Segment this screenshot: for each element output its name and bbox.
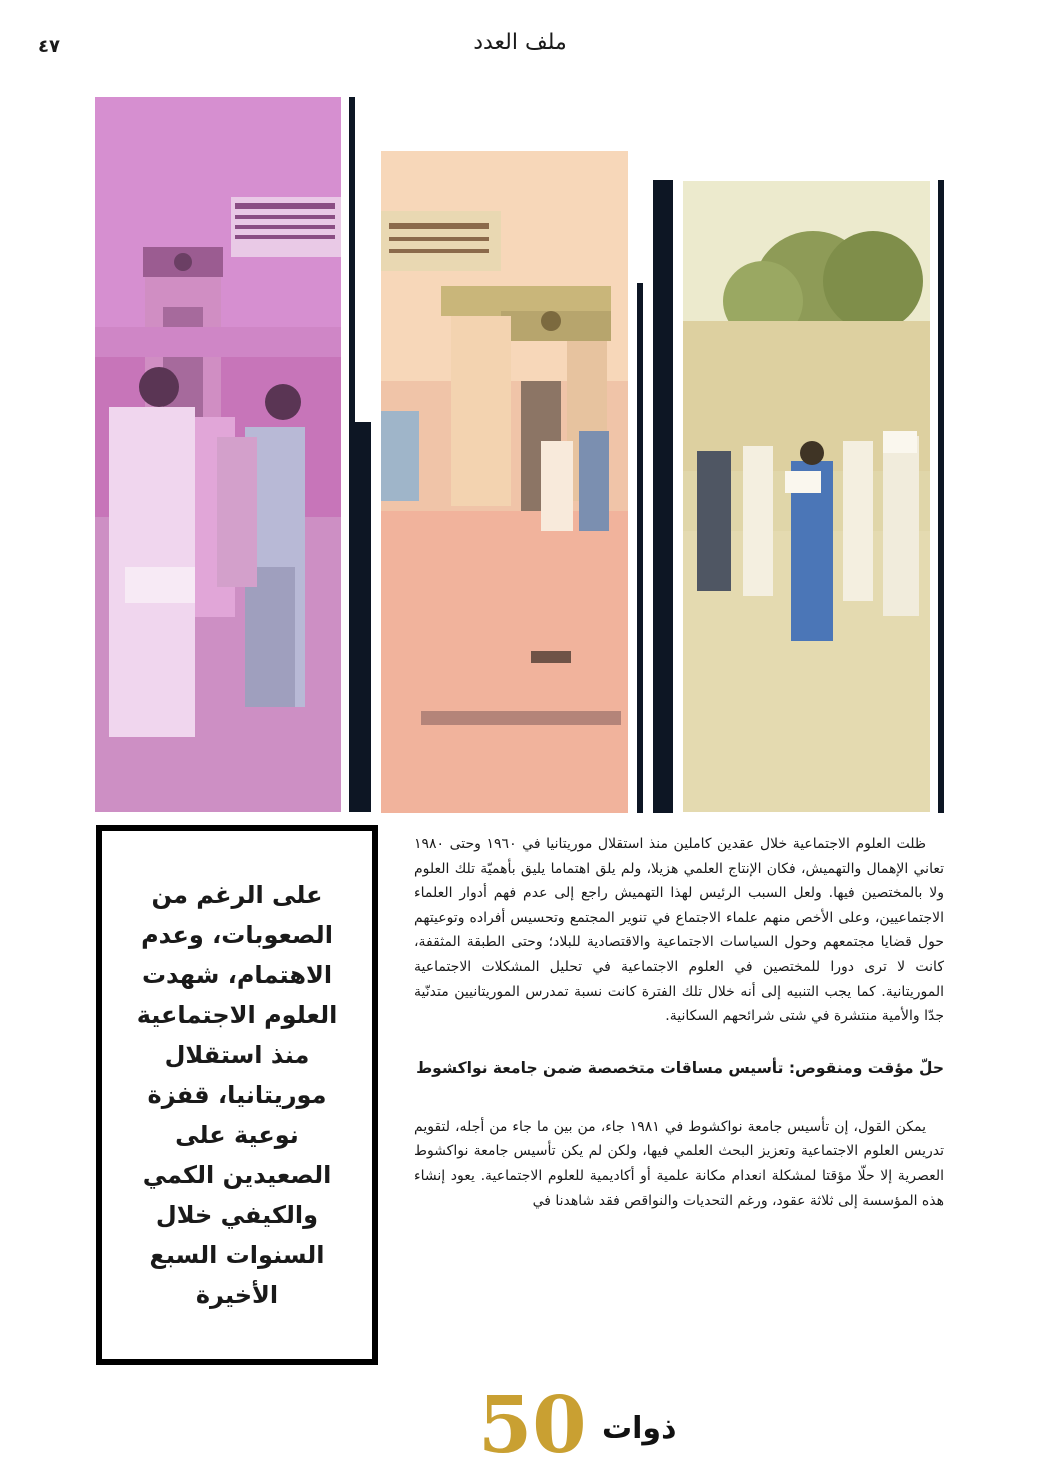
protest-photo-left-illustration [95,97,341,812]
article-body [414,832,944,1213]
article-paragraph: يمكن القول، إن تأسيس جامعة نواكشوط في ١٩٨١ جاء، من بين ما جاء من أجله، لتقويم تدريس العلوم الاجتماعية وتعزيز البحث العلمي فيها، ولكن لم يكن تأسيس جامعة نواكشوط العصرية إلا حلّا مؤقتا لمشكلة انعدام مكانة علمية أو أكاديمية للعلوم الاجتماعية. يعود إنشاء هذه المؤسسة إلى ثلاثة عقود، ورغم التحديات والنواقص فقد شاهدنا في [414,1118,944,1209]
section-title: ملف العدد [473,30,567,55]
photo-protest-gate-middle [381,151,628,813]
logo-text: ذوات [602,1411,677,1446]
protest-photo-middle-illustration [381,151,628,813]
decor-bar [637,283,643,813]
protest-photo-right-illustration [683,181,930,812]
pull-quote-box [96,825,378,1365]
article-subheading: حلّ مؤقت ومنقوص: تأسيس مساقات متخصصة ضمن جامعة نواكشوط [416,1058,944,1077]
article-paragraph: ظلت العلوم الاجتماعية خلال عقدين كاملين منذ استقلال موريتانيا في ١٩٦٠ وحتى ١٩٨٠ تعاني الإهمال والتهميش، فكان الإنتاج العلمي هزيلا، ولم يلق اهتماما يليق بأهميّة تلك العلوم ولا بالمختصين فيها. ولعل السبب الرئيس لهذا التهميش راجع إلى عدم فهم أدوار العلماء الاجتماعيين، وعلى الأخص منهم علماء الاجتماع في تنوير المجتمع وتحسيس أفراده وتوعيتهم حول قضايا مجتمعهم وحول السياسات الاجتماعية والاقتصادية للبلاد؛ وحتى الطبقة المثقفة، كانت لا ترى دورا للمختصين في العلوم الاجتماعية في تحليل المشكلات الاجتماعية الموريتانية. كما يجب التنبيه إلى أنه خلال تلك الفترة كانت نسبة تمدرس الموريتانيين متدنّية جدّا والأمية منتشرة في شتى شرائحهم السكانية. [414,836,944,1025]
decor-bar [349,97,355,427]
pull-quote-text: على الرغم من الصعوبات، وعدم الاهتمام، شهدت العلوم الاجتماعية منذ استقلال موريتانيا، قفزة نوعية على الصعيدين الكمي والكيفي خلال السنوات السبع الأخيرة [136,881,338,1309]
photo-protest-group-right [683,181,930,812]
page-number: ٤٧ [38,36,60,57]
decor-bar [653,180,673,813]
decor-bar [938,180,944,813]
logo-50-emblem [474,1380,677,1471]
logo-number: 50 [478,1380,587,1471]
photo-protest-gate-left [95,97,341,812]
decor-bar [349,422,371,812]
magazine-logo [474,1380,677,1471]
